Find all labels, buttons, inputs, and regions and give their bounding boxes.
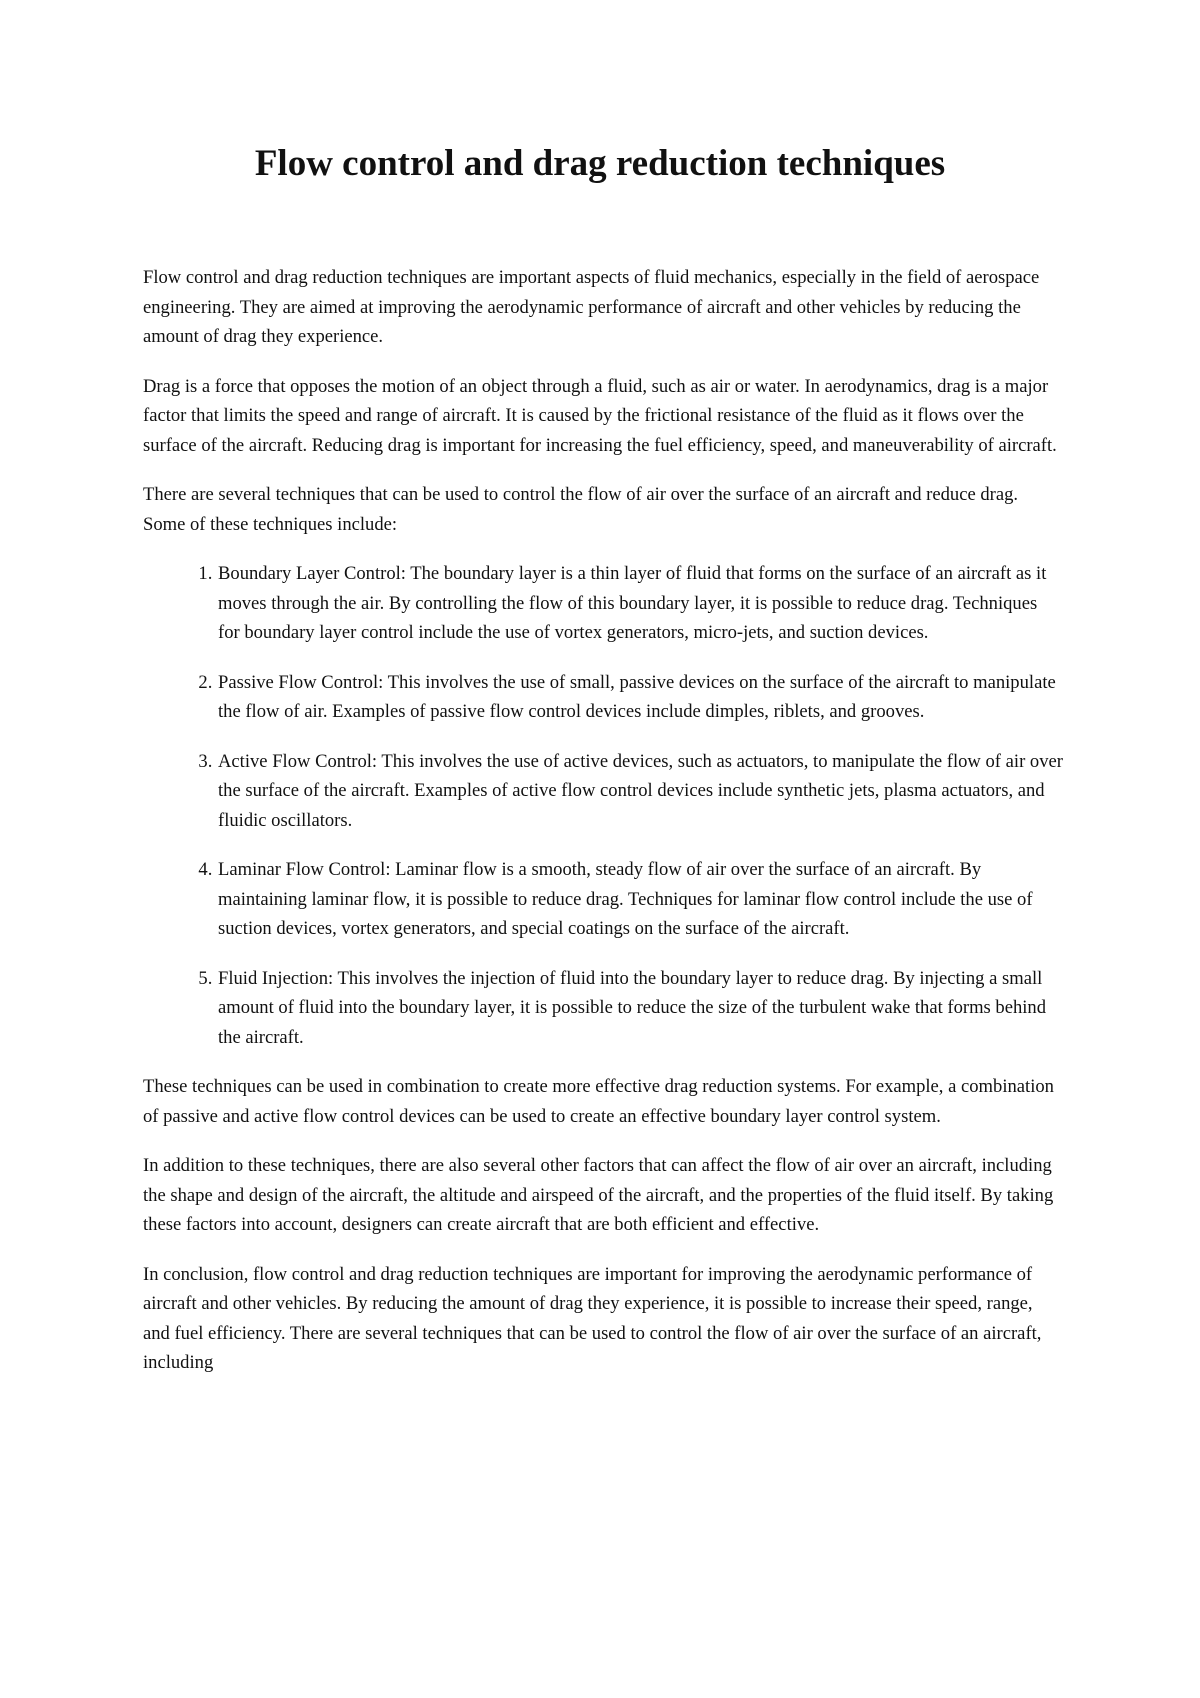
document-body — [143, 263, 1063, 1398]
list-item: 4. Laminar Flow Control: Laminar flow is a smooth, steady flow of air over the surface of an aircraft. By maintaining laminar flow, it is possible to reduce drag. Techniques for laminar flow control include the use of suction devices, vortex generators, and special coatings on the surface of the aircraft. — [217, 855, 1063, 944]
list-item: 5. Fluid Injection: This involves the injection of fluid into the boundary layer to reduce drag. By injecting a small amount of fluid into the boundary layer, it is possible to reduce the size of the turbulent wake that forms behind the aircraft. — [217, 964, 1063, 1053]
combination-paragraph: These techniques can be used in combination to create more effective drag reduction systems. For example, a combination of passive and active flow control devices can be used to create an effective boundary layer control system. — [143, 1076, 1054, 1127]
techniques-list — [143, 559, 1063, 1052]
page-title: Flow control and drag reduction techniques — [254, 143, 946, 184]
techniques-intro-paragraph: There are several techniques that can be used to control the flow of air over the surface of an aircraft and reduce drag. Some of these techniques include: — [143, 484, 1019, 535]
factors-paragraph: In addition to these techniques, there are also several other factors that can affect the flow of air over an aircraft, including the shape and design of the aircraft, the altitude and airspeed of the aircraft, and the properties of the fluid itself. By taking these factors into account, designers can create aircraft that are both efficient and effective. — [143, 1155, 1054, 1235]
list-item: 3. Active Flow Control: This involves the use of active devices, such as actuators, to manipulate the flow of air over the surface of the aircraft. Examples of active flow control devices include synthetic jets, plasma actuators, and fluidic oscillators. — [217, 747, 1063, 836]
drag-paragraph: Drag is a force that opposes the motion of an object through a fluid, such as air or water. In aerodynamics, drag is a major factor that limits the speed and range of aircraft. It is caused by the frictional resistance of the fluid as it flows over the surface of the aircraft. Reducing drag is important for increasing the fuel efficiency, speed, and maneuverability of aircraft. — [143, 375, 1057, 456]
conclusion-paragraph: In conclusion, flow control and drag reduction techniques are important for improving the aerodynamic performance of aircraft and other vehicles. By reducing the amount of drag they experience, it is possible to increase their speed, range, and fuel efficiency. There are several techniques that can be used to control the flow of air over the surface of an aircraft, including — [143, 1263, 1042, 1373]
list-item: 2. Passive Flow Control: This involves the use of small, passive devices on the surface of the aircraft to manipulate the flow of air. Examples of passive flow control devices include dimples, riblets, and grooves. — [217, 668, 1063, 727]
list-item: 1. Boundary Layer Control: The boundary layer is a thin layer of fluid that forms on the surface of an aircraft as it moves through the air. By controlling the flow of this boundary layer, it is possible to reduce drag. Techniques for boundary layer control include the use of vortex generators, micro-jets, and suction devices. — [217, 559, 1063, 648]
intro-paragraph: Flow control and drag reduction techniques are important aspects of fluid mechanics, especially in the field of aerospace engineering. They are aimed at improving the aerodynamic performance of aircraft and other vehicles by reducing the amount of drag they experience. — [143, 267, 1040, 347]
